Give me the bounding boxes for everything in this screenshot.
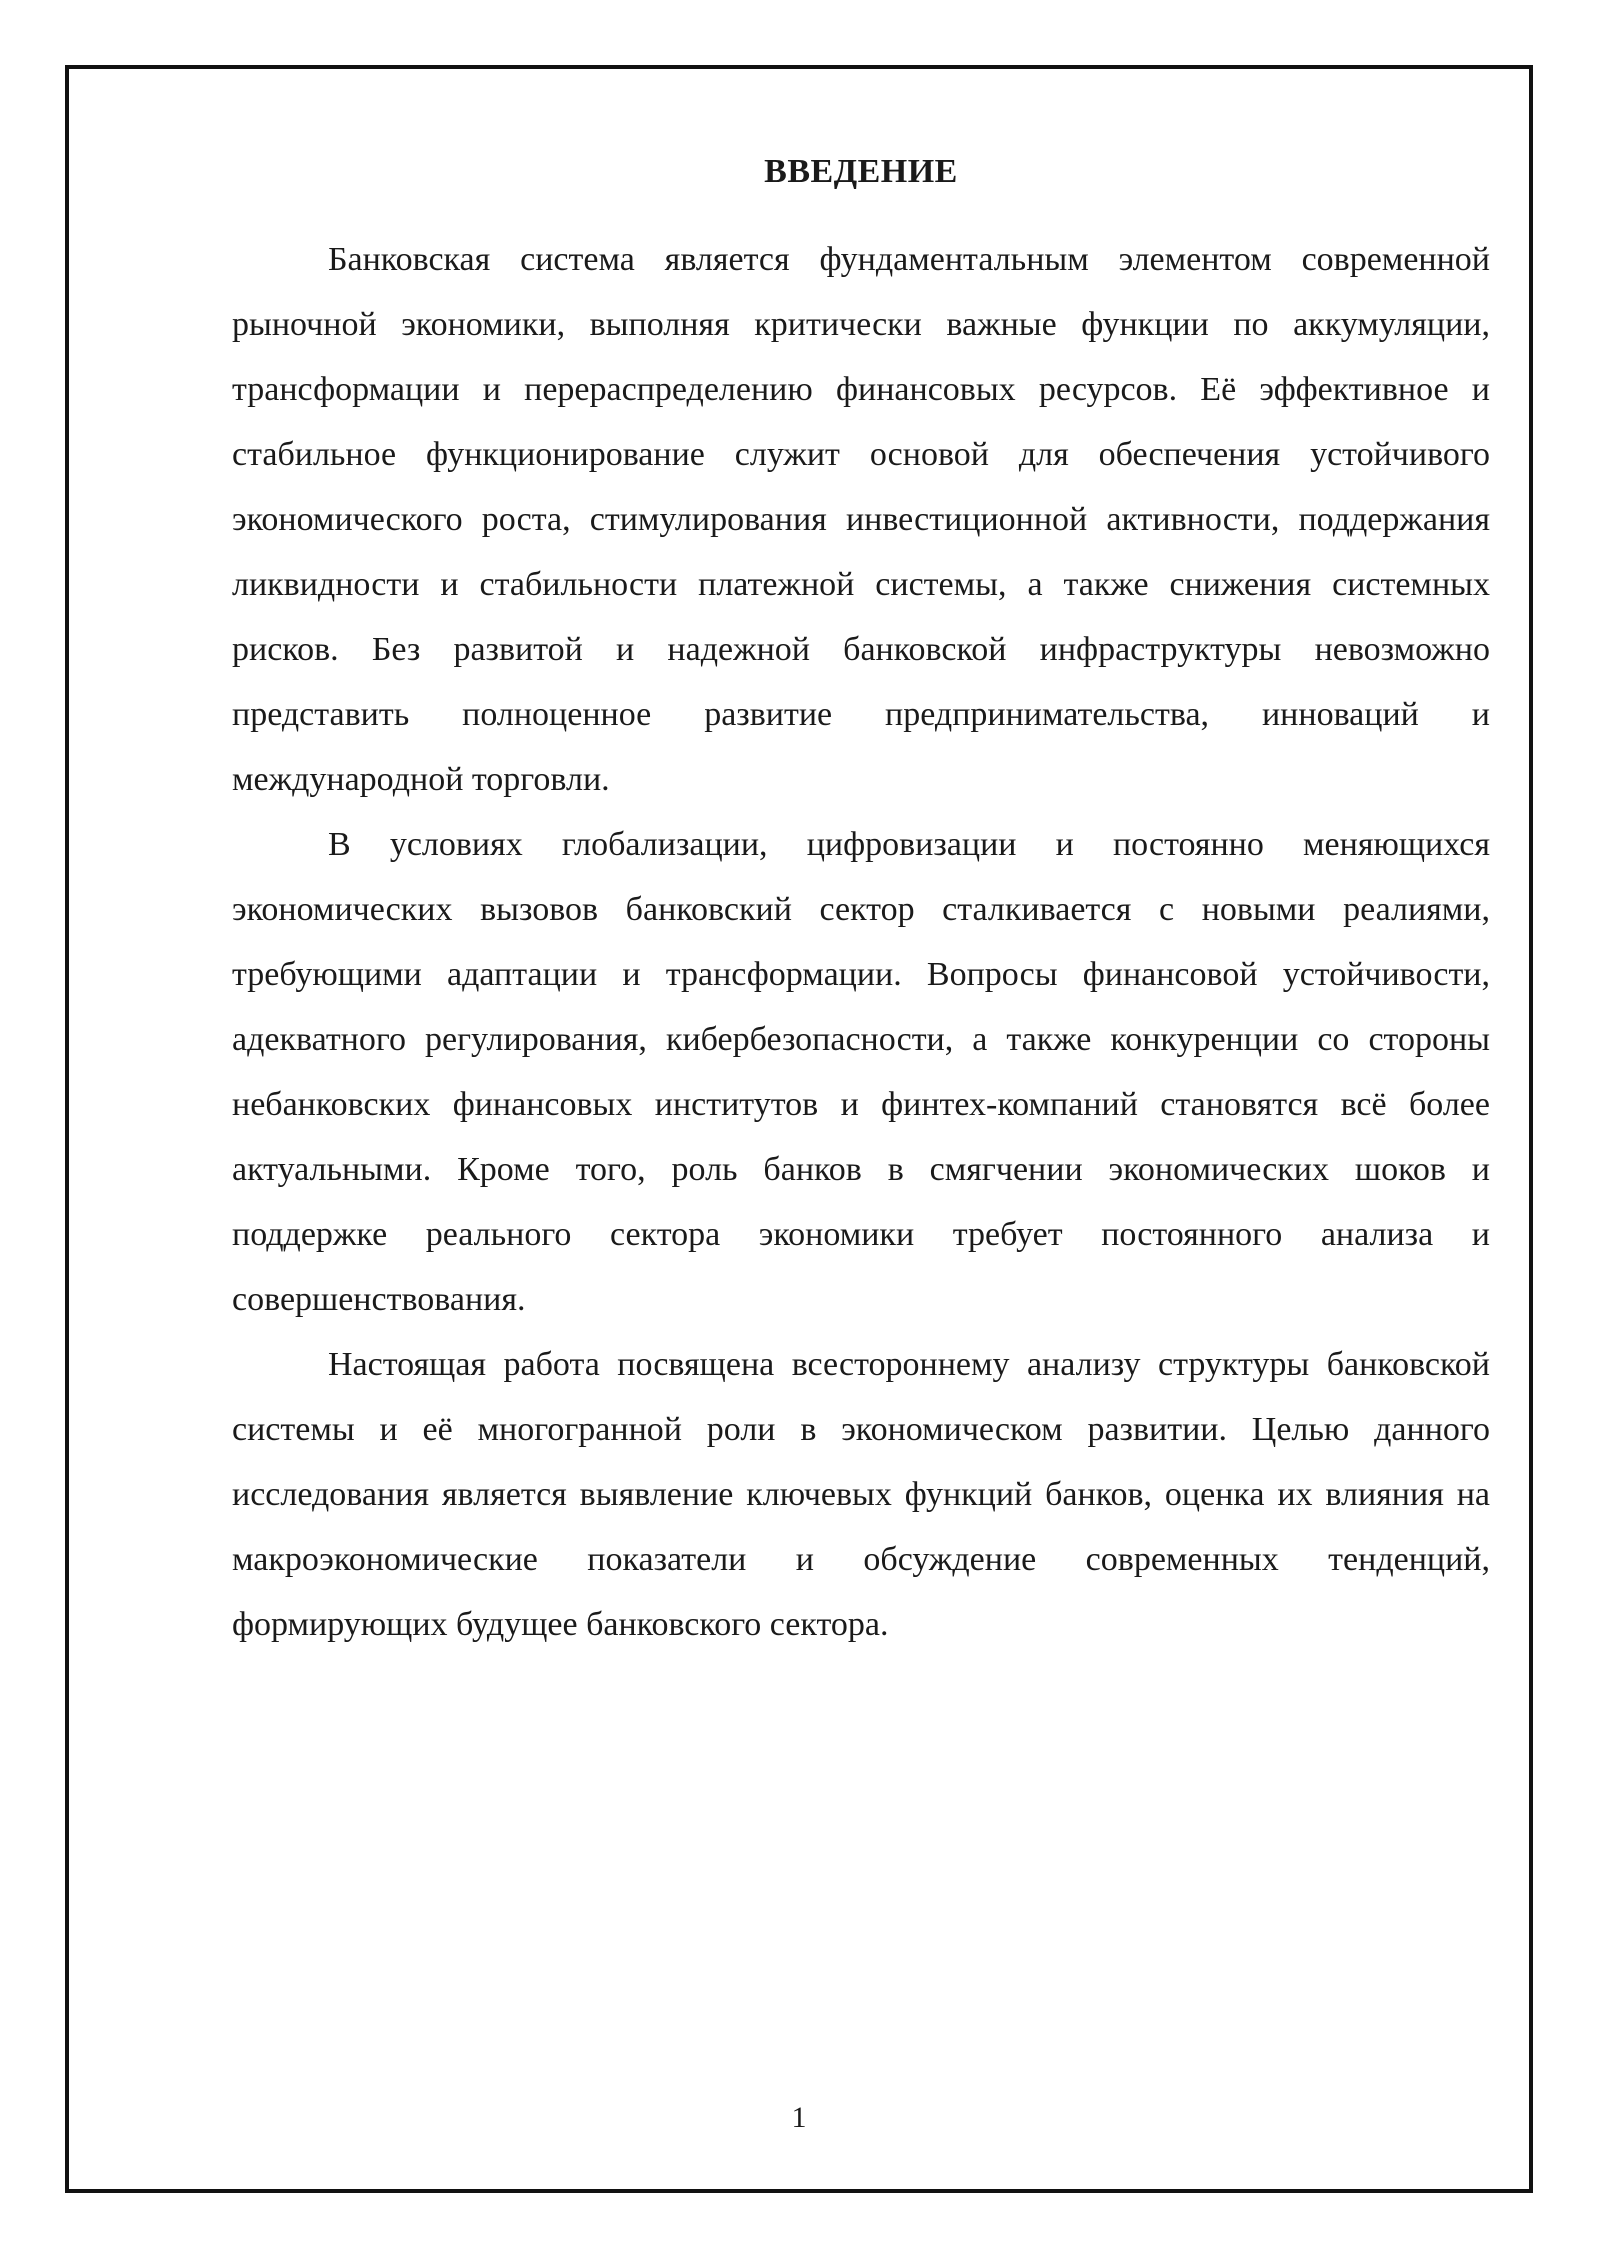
page-content <box>232 155 1490 1657</box>
paragraph-3: Настоящая работа посвящена всестороннему анализу структуры банковской системы и её многогранной роли в экономическом развитии. Целью данного исследования является выявление ключевых функций банков, оценка их влияния на макроэкономические показатели и обсуждение современных тенденций, формирующих будущее банковского сектора. <box>232 1346 1490 1643</box>
page-border <box>65 65 1533 2193</box>
page-number: 1 <box>791 2101 807 2134</box>
section-heading: ВВЕДЕНИЕ <box>764 153 958 190</box>
paragraph-1: Банковская система является фундаментальным элементом современной рыночной экономики, выполняя критически важные функции по аккумуляции, трансформации и перераспределению финансовых ресурсов. Её эффективное и стабильное функционирование служит основой для обеспечения устойчивого экономического роста, стимулирования инвестиционной активности, поддержания ликвидности и стабильности платежной системы, а также снижения системных рисков. Без развитой и надежной банковской инфраструктуры невозможно представить полноценное развитие предпринимательства, инноваций и международной торговли. <box>232 241 1490 798</box>
paragraph-2: В условиях глобализации, цифровизации и постоянно меняющихся экономических вызовов банковский сектор сталкивается с новыми реалиями, требующими адаптации и трансформации. Вопросы финансовой устойчивости, адекватного регулирования, кибербезопасности, а также конкуренции со стороны небанковских финансовых институтов и финтех-компаний становятся всё более актуальными. Кроме того, роль банков в смягчении экономических шоков и поддержке реального сектора экономики требует постоянного анализа и совершенствования. <box>232 826 1490 1318</box>
